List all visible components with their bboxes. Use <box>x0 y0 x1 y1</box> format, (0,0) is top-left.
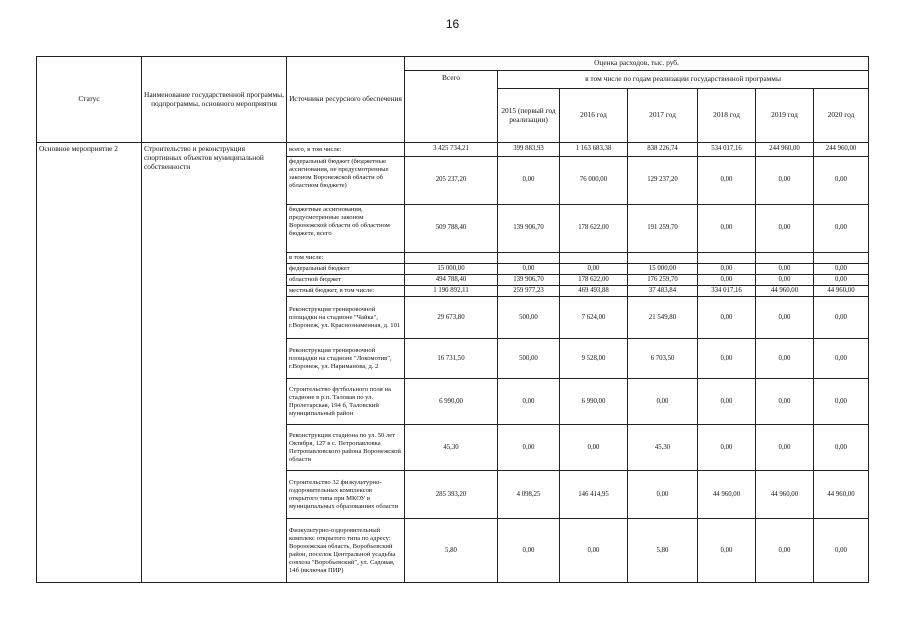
sources-header: Источники ресурсного обеспечения <box>287 57 405 143</box>
year-header-2017: 2017 год <box>628 89 698 143</box>
year-header-2020: 2020 год <box>814 89 869 143</box>
year-value-cell: 0,00 <box>756 157 814 205</box>
year-value-cell: 0,00 <box>698 519 756 583</box>
total-value-cell: 29 673,80 <box>405 297 498 339</box>
year-value-cell: 500,00 <box>498 339 560 379</box>
total-value-cell: 16 731,50 <box>405 339 498 379</box>
total-value-cell: 5,80 <box>405 519 498 583</box>
year-value-cell <box>628 253 698 264</box>
year-value-cell: 0,00 <box>756 519 814 583</box>
year-header-2016: 2016 год <box>560 89 628 143</box>
year-value-cell: 0,00 <box>814 297 869 339</box>
year-value-cell: 534 017,16 <box>698 143 756 157</box>
year-value-cell: 76 000,00 <box>560 157 628 205</box>
year-value-cell: 0,00 <box>628 471 698 519</box>
year-value-cell: 139 906,70 <box>498 275 560 286</box>
year-header-2019: 2019 год <box>756 89 814 143</box>
header-row-1 <box>37 57 869 71</box>
year-value-cell <box>498 253 560 264</box>
year-value-cell: 0,00 <box>698 275 756 286</box>
year-value-cell: 5,80 <box>628 519 698 583</box>
year-value-cell: 191 259,70 <box>628 205 698 253</box>
year-value-cell: 37 483,84 <box>628 286 698 297</box>
year-value-cell: 176 259,70 <box>628 275 698 286</box>
year-value-cell: 0,00 <box>756 297 814 339</box>
total-value-cell: 285 393,20 <box>405 471 498 519</box>
name-header: Наименование государственной программы, подпрограммы, основного мероприятия <box>142 57 287 143</box>
year-value-cell: 0,00 <box>756 205 814 253</box>
year-value-cell: 259 977,23 <box>498 286 560 297</box>
source-cell: Строительство 32 физкультурно-оздоровительных комплексов открытого типа при МКОУ в муниципальных образованиях области <box>287 471 405 519</box>
year-value-cell: 0,00 <box>814 379 869 425</box>
status-cell: Основное мероприятие 2 <box>37 143 142 583</box>
year-value-cell: 244 960,00 <box>756 143 814 157</box>
year-value-cell: 0,00 <box>498 519 560 583</box>
year-value-cell: 44 960,00 <box>756 286 814 297</box>
source-cell: Физкультурно-оздоровительный комплекс открытого типа по адресу: Воронежская область, Воробьевский район, поселок Центральной усадьбы совхоза "Воробьевский", ул. Садовая, 14б (включая ПИР) <box>287 519 405 583</box>
year-value-cell: 0,00 <box>698 157 756 205</box>
year-value-cell: 0,00 <box>560 263 628 274</box>
total-value-cell: 205 237,20 <box>405 157 498 205</box>
year-value-cell: 44 960,00 <box>814 286 869 297</box>
year-value-cell: 0,00 <box>756 425 814 471</box>
year-value-cell: 0,00 <box>698 379 756 425</box>
total-value-cell: 3 425 734,21 <box>405 143 498 157</box>
year-value-cell: 500,00 <box>498 297 560 339</box>
source-cell: всего, в том числе: <box>287 143 405 157</box>
total-value-cell: 494 788,40 <box>405 275 498 286</box>
year-value-cell: 0,00 <box>814 339 869 379</box>
year-value-cell: 129 237,20 <box>628 157 698 205</box>
year-value-cell <box>814 253 869 264</box>
program-name-cell: Строительство и реконструкция спортивных объектов муниципальной собственности <box>142 143 287 583</box>
total-value-cell: 45,30 <box>405 425 498 471</box>
status-header: Статус <box>37 57 142 143</box>
year-value-cell: 44 960,00 <box>756 471 814 519</box>
year-value-cell: 0,00 <box>814 275 869 286</box>
year-value-cell: 0,00 <box>756 339 814 379</box>
year-value-cell: 0,00 <box>756 275 814 286</box>
year-header-2018: 2018 год <box>698 89 756 143</box>
year-value-cell: 0,00 <box>498 425 560 471</box>
year-value-cell <box>698 253 756 264</box>
total-value-cell: 509 788,40 <box>405 205 498 253</box>
table-row <box>37 143 869 157</box>
year-value-cell: 0,00 <box>814 263 869 274</box>
year-value-cell: 44 960,00 <box>698 471 756 519</box>
year-value-cell: 334 017,16 <box>698 286 756 297</box>
total-value-cell: 15 000,00 <box>405 263 498 274</box>
year-value-cell: 178 622,00 <box>560 205 628 253</box>
year-value-cell: 6 703,50 <box>628 339 698 379</box>
source-cell: Реконструкция тренировочной площадки на стадионе "Локомотив", г.Воронеж, ул. Нариманова, д. 2 <box>287 339 405 379</box>
year-value-cell: 0,00 <box>698 297 756 339</box>
total-header: Всего <box>405 71 498 143</box>
page-number: 16 <box>445 17 460 31</box>
year-value-cell: 1 163 683,38 <box>560 143 628 157</box>
year-value-cell: 838 226,74 <box>628 143 698 157</box>
year-value-cell: 44 960,00 <box>814 471 869 519</box>
year-value-cell: 15 000,00 <box>628 263 698 274</box>
year-value-cell: 0,00 <box>814 205 869 253</box>
expense-table <box>36 56 869 583</box>
year-value-cell: 146 414,95 <box>560 471 628 519</box>
year-value-cell: 0,00 <box>498 263 560 274</box>
year-value-cell: 7 624,00 <box>560 297 628 339</box>
source-cell: в том числе: <box>287 253 405 264</box>
source-cell: федеральный бюджет (бюджетные ассигнования, не предусмотренные законом Воронежской области об областном бюджете) <box>287 157 405 205</box>
year-value-cell: 139 906,70 <box>498 205 560 253</box>
total-value-cell: 6 990,00 <box>405 379 498 425</box>
source-cell: федеральный бюджет <box>287 263 405 274</box>
source-cell: областной бюджет <box>287 275 405 286</box>
source-cell: бюджетные ассигнования, предусмотренные законом Воронежской области об областном бюджете, всего <box>287 205 405 253</box>
year-value-cell: 399 883,93 <box>498 143 560 157</box>
year-value-cell: 178 622,00 <box>560 275 628 286</box>
year-value-cell: 0,00 <box>560 519 628 583</box>
year-header-2015: 2015 (первый год реализации) <box>498 89 560 143</box>
year-value-cell: 4 098,25 <box>498 471 560 519</box>
year-value-cell: 0,00 <box>698 205 756 253</box>
year-value-cell: 0,00 <box>698 425 756 471</box>
year-value-cell <box>756 253 814 264</box>
year-value-cell: 244 960,00 <box>814 143 869 157</box>
year-value-cell: 0,00 <box>498 379 560 425</box>
year-value-cell: 9 528,00 <box>560 339 628 379</box>
source-cell: местный бюджет, в том числе: <box>287 286 405 297</box>
year-value-cell: 45,30 <box>628 425 698 471</box>
estimate-header: Оценка расходов, тыс. руб. <box>405 57 869 71</box>
source-cell: Реконструкция тренировочной площадки на стадионе "Чайка", г.Воронеж, ул. Краснознаменная, д. 101 <box>287 297 405 339</box>
year-value-cell: 0,00 <box>756 263 814 274</box>
year-value-cell <box>560 253 628 264</box>
year-value-cell: 0,00 <box>498 157 560 205</box>
total-value-cell <box>405 253 498 264</box>
year-value-cell: 0,00 <box>698 263 756 274</box>
year-value-cell: 469 493,88 <box>560 286 628 297</box>
year-value-cell: 0,00 <box>756 379 814 425</box>
total-value-cell: 1 190 892,11 <box>405 286 498 297</box>
source-cell: Строительство футбольного поля на стадионе в р.п. Таловая по ул. Пролетарская, 194 б, Таловский муниципальный район <box>287 379 405 425</box>
year-value-cell: 0,00 <box>814 519 869 583</box>
year-value-cell: 0,00 <box>698 339 756 379</box>
year-value-cell: 6 990,00 <box>560 379 628 425</box>
year-value-cell: 0,00 <box>814 425 869 471</box>
year-value-cell: 0,00 <box>814 157 869 205</box>
year-value-cell: 21 549,80 <box>628 297 698 339</box>
year-value-cell: 0,00 <box>560 425 628 471</box>
by-years-header: в том числе по годам реализации государственной программы <box>498 71 869 89</box>
source-cell: Реконструкция стадиона по ул. 50 лет Октября, 127 в с. Петропавловка Петропавловского района Воронежской области <box>287 425 405 471</box>
year-value-cell: 0,00 <box>628 379 698 425</box>
